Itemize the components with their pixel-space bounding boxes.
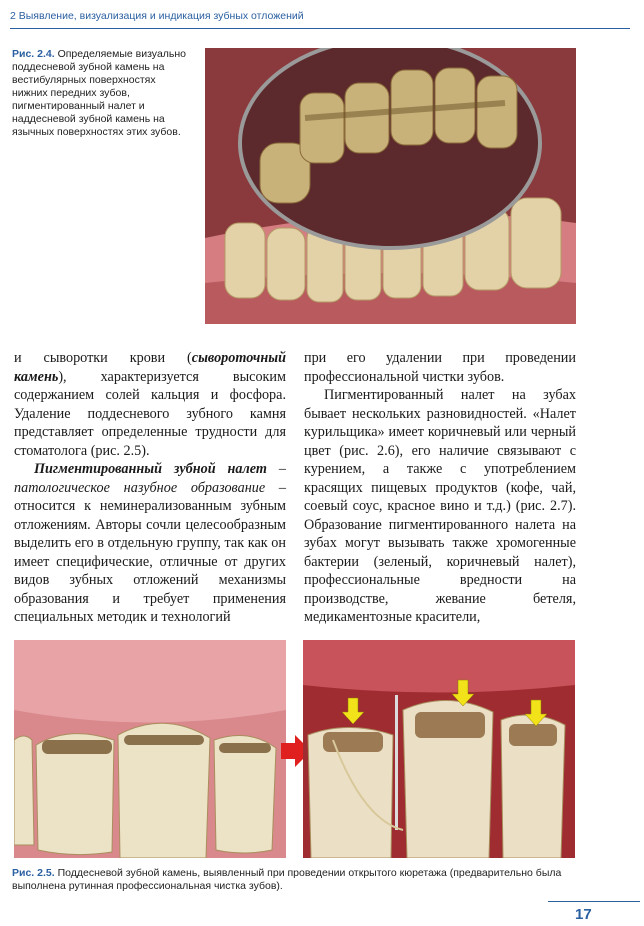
running-head: 2 Выявление, визуализация и индикация зубных отложений xyxy=(10,10,630,29)
page-number: 17 xyxy=(575,906,592,923)
figure-2-4-label: Рис. 2.4. xyxy=(12,48,55,60)
figure-2-5-label: Рис. 2.5. xyxy=(12,867,55,879)
right-paragraph-1: при его удалении при проведении профессиональной чистки зубов. xyxy=(304,350,576,385)
figure-2-5-caption xyxy=(12,867,582,893)
figure-2-4-caption-text: Определяемые визуально поддесневой зубной камень на вестибулярных поверхностях нижних передних зубов, пигментированный налет и наддесневой зубной камень на язычных поверхностях этих зубов. xyxy=(12,48,187,138)
left-paragraph-1 xyxy=(14,349,286,460)
left-p1-start: и сыворотки крови ( xyxy=(14,350,192,366)
left-p2-term: Пигментированный зубной налет xyxy=(34,461,267,477)
left-p2-term-tail: – патологическое назубное образование xyxy=(14,461,286,496)
left-paragraph-2 xyxy=(14,460,286,627)
left-p2-rest: – относится к неминерализованным зубным отложениям. Авторы сочли целесообразным выделить его в отдельную группу, так как он имеет специфические, отличные от других видов зубных отложений механизмы образования и требует применения специальных методик и технологий xyxy=(14,479,286,625)
figure-2-5-photo-before xyxy=(14,640,286,858)
right-paragraph-2: Пигментированный налет на зубах бывает нескольких разновидностей. «Налет курильщика» имеет коричневый или черный цвет (рис. 2.6), его наличие связывают с курением, а также с употреблением красящих пищевых продуктов (кофе, чай, соевый соус, красное вино и т.д.) (рис. 2.7). Образование пигментированного налета на зубах могут вызывать также хромогенные бактерии (зеленый, коричневый налет), профессиональные вредности на производстве, жевание бетеля, медикаментозные красители, xyxy=(304,387,576,625)
figure-2-5-photo-curettage xyxy=(303,640,575,858)
body-right-column xyxy=(304,349,576,627)
left-p1-term: сывороточный камень xyxy=(14,350,286,385)
footer-rule xyxy=(548,901,640,902)
left-p1-rest: ), характеризуется высоким содержанием солей кальция и фосфора. Удаление поддесневого зубного камня представляет определенные трудности для стоматолога (рис. 2.5). xyxy=(14,368,286,459)
body-left-column xyxy=(14,349,286,627)
figure-2-4-caption xyxy=(12,48,194,139)
figure-2-4-photo xyxy=(205,48,576,324)
figure-2-5-caption-text: Поддесневой зубной камень, выявленный при проведении открытого кюретажа (предварительно была выполнена рутинная профессиональная чистка зубов). xyxy=(12,867,562,892)
